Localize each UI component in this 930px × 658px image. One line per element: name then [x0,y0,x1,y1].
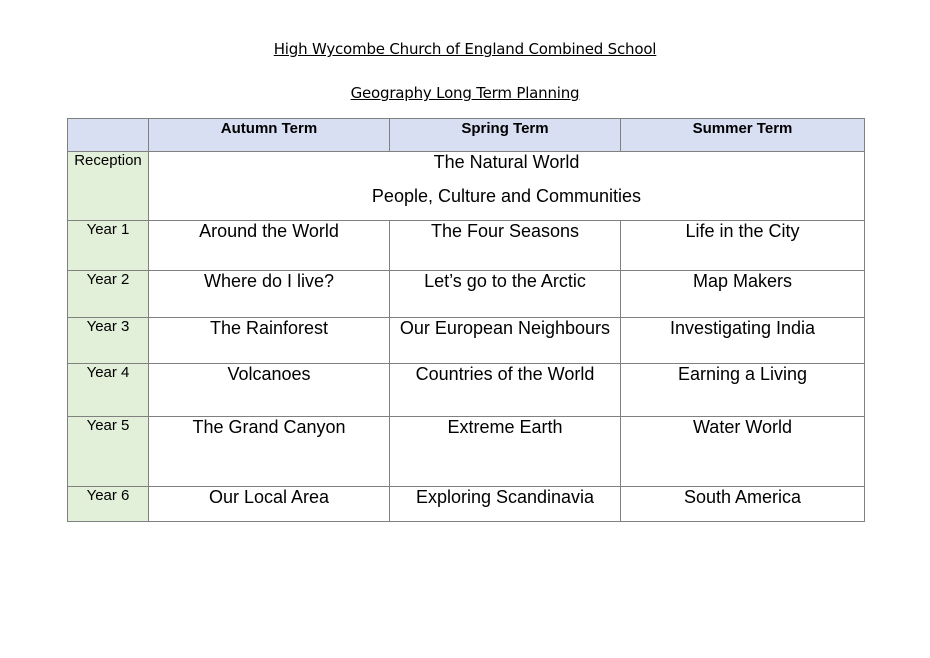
table-header-row [68,119,865,152]
table-row-reception [68,152,865,221]
column-header-autumn: Autumn Term [149,119,390,152]
column-header-blank [68,119,149,152]
row-label: Year 1 [68,221,149,271]
geography-planning-table [67,118,865,522]
summer-topic-cell: Life in the City [621,221,865,271]
spring-topic-cell: Let’s go to the Arctic [390,271,621,318]
table-row-year-5 [68,417,865,487]
summer-topic-cell: South America [621,487,865,522]
document-title-heading: Geography Long Term Planning [350,84,580,102]
autumn-topic-cell: Our Local Area [149,487,390,522]
table-row-year-1 [68,221,865,271]
spring-topic-cell: Exploring Scandinavia [390,487,621,522]
autumn-topic-cell: Where do I live? [149,271,390,318]
autumn-topic-cell: Volcanoes [149,364,390,417]
spring-topic-cell: Our European Neighbours [390,318,621,364]
reception-topics-cell [149,152,865,221]
table-row-year-4 [68,364,865,417]
row-label-reception: Reception [68,152,149,221]
table-row-year-3 [68,318,865,364]
table-row-year-2 [68,271,865,318]
summer-topic-cell: Water World [621,417,865,487]
row-label: Year 2 [68,271,149,318]
summer-topic-cell: Map Makers [621,271,865,318]
summer-topic-cell: Investigating India [621,318,865,364]
spring-topic-cell: Countries of the World [390,364,621,417]
column-header-summer: Summer Term [621,119,865,152]
spring-topic-cell: Extreme Earth [390,417,621,487]
school-name-heading: High Wycombe Church of England Combined School [273,40,657,58]
spring-topic-cell: The Four Seasons [390,221,621,271]
row-label: Year 5 [68,417,149,487]
table-row-year-6 [68,487,865,522]
reception-topic-1: The Natural World [433,152,580,172]
autumn-topic-cell: Around the World [149,221,390,271]
summer-topic-cell: Earning a Living [621,364,865,417]
row-label: Year 6 [68,487,149,522]
autumn-topic-cell: The Rainforest [149,318,390,364]
autumn-topic-cell: The Grand Canyon [149,417,390,487]
row-label: Year 4 [68,364,149,417]
row-label: Year 3 [68,318,149,364]
column-header-spring: Spring Term [390,119,621,152]
reception-topic-2: People, Culture and Communities [371,186,642,206]
